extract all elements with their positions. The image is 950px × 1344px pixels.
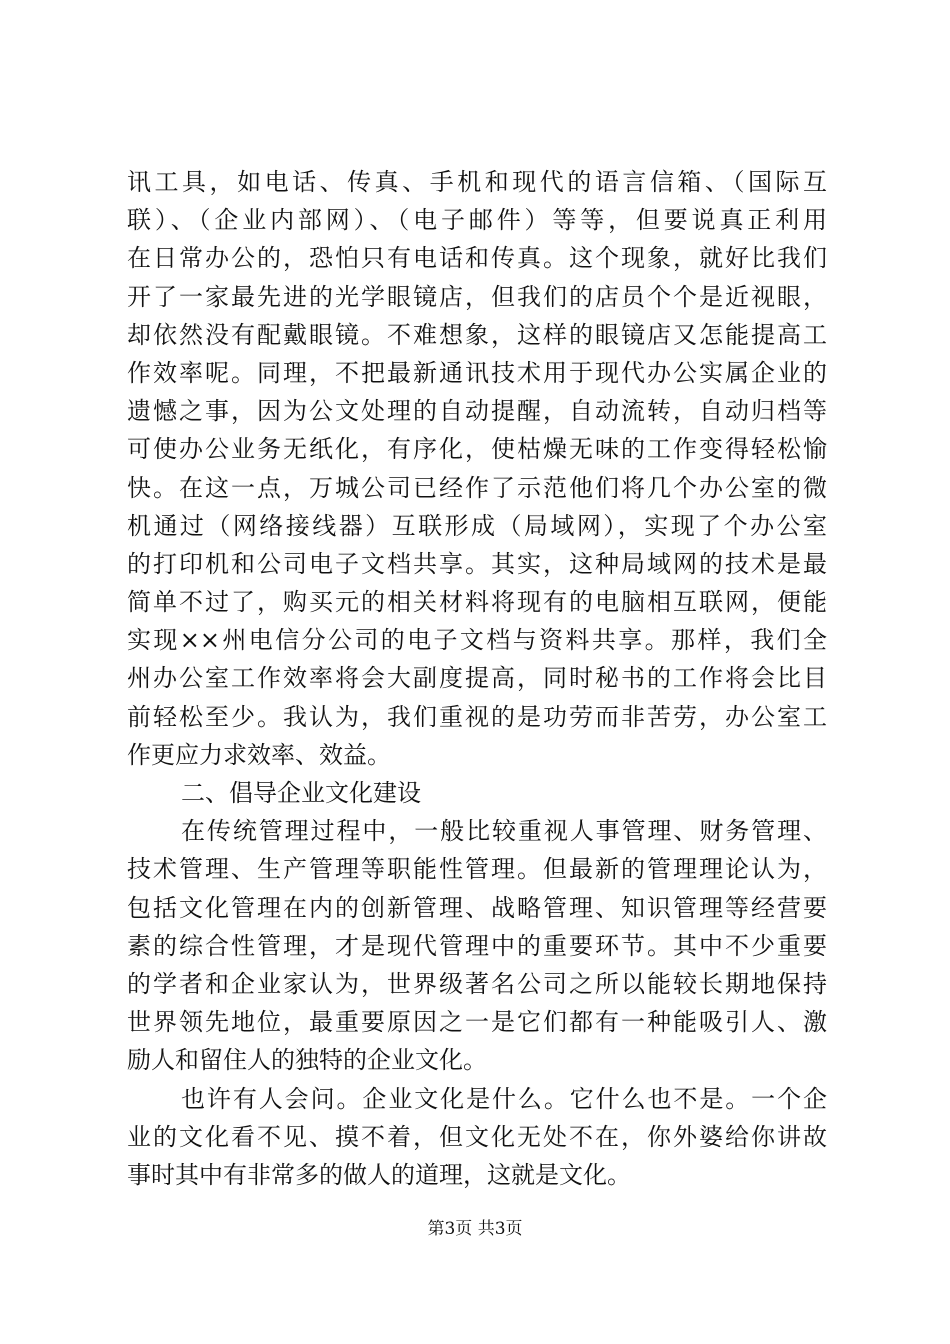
text-line: 技术管理、生产管理等职能性管理。但最新的管理理论认为， xyxy=(127,855,827,884)
text-line: 在日常办公的，恐怕只有电话和传真。这个现象，就好比我们 xyxy=(127,244,827,273)
text-line: 励人和留住人的独特的企业文化。 xyxy=(127,1046,487,1075)
text-line: 开了一家最先进的光学眼镜店，但我们的店员个个是近视眼， xyxy=(127,282,827,311)
text-line: 业的文化看不见、摸不着，但文化无处不在，你外婆给你讲故 xyxy=(127,1122,827,1151)
text-line: 州办公室工作效率将会大副度提高，同时秘书的工作将会比目 xyxy=(127,664,827,693)
text-line: 作更应力求效率、效益。 xyxy=(127,740,391,769)
text-line: 在传统管理过程中，一般比较重视人事管理、财务管理、 xyxy=(181,817,827,846)
text-line: 可使办公业务无纸化，有序化，使枯燥无味的工作变得轻松愉 xyxy=(127,435,827,464)
text-line: 世界领先地位，最重要原因之一是它们都有一种能吸引人、激 xyxy=(127,1008,827,1037)
text-line: 包括文化管理在内的创新管理、战略管理、知识管理等经营要 xyxy=(127,893,827,922)
document-body xyxy=(127,163,827,1194)
section-heading: 二、倡导企业文化建设 xyxy=(181,779,421,807)
text-line: 简单不过了，购买元的相关材料将现有的电脑相互联网，便能 xyxy=(127,588,827,617)
text-line: 也许有人会问。企业文化是什么。它什么也不是。一个企 xyxy=(181,1084,827,1113)
text-line: 的学者和企业家认为，世界级著名公司之所以能较长期地保持 xyxy=(127,969,827,998)
text-line: 事时其中有非常多的做人的道理，这就是文化。 xyxy=(127,1160,631,1189)
text-line: 讯工具，如电话、传真、手机和现代的语言信箱、（国际互 xyxy=(127,168,827,196)
text-line: 快。在这一点，万城公司已经作了示范他们将几个办公室的微 xyxy=(127,473,827,502)
text-line: 联）、（企业内部网）、（电子邮件）等等，但要说真正利用 xyxy=(127,206,827,235)
text-line: 素的综合性管理，才是现代管理中的重要环节。其中不少重要 xyxy=(127,931,827,960)
text-line: 作效率呢。同理，不把最新通讯技术用于现代办公实属企业的 xyxy=(127,358,827,387)
page-number-footer: 第3页 共3页 xyxy=(427,1219,523,1239)
text-line: 前轻松至少。我认为，我们重视的是功劳而非苦劳，办公室工 xyxy=(127,702,827,731)
text-line: 实现××州电信分公司的电子文档与资料共享。那样，我们全 xyxy=(127,626,827,655)
text-line: 却依然没有配戴眼镜。不难想象，这样的眼镜店又怎能提高工 xyxy=(127,320,827,349)
text-line: 机通过（网络接线器）互联形成（局域网），实现了个办公室 xyxy=(127,511,827,540)
text-line: 的打印机和公司电子文档共享。其实，这种局域网的技术是最 xyxy=(127,549,827,578)
text-line: 遗憾之事，因为公文处理的自动提醒，自动流转，自动归档等 xyxy=(127,397,827,426)
